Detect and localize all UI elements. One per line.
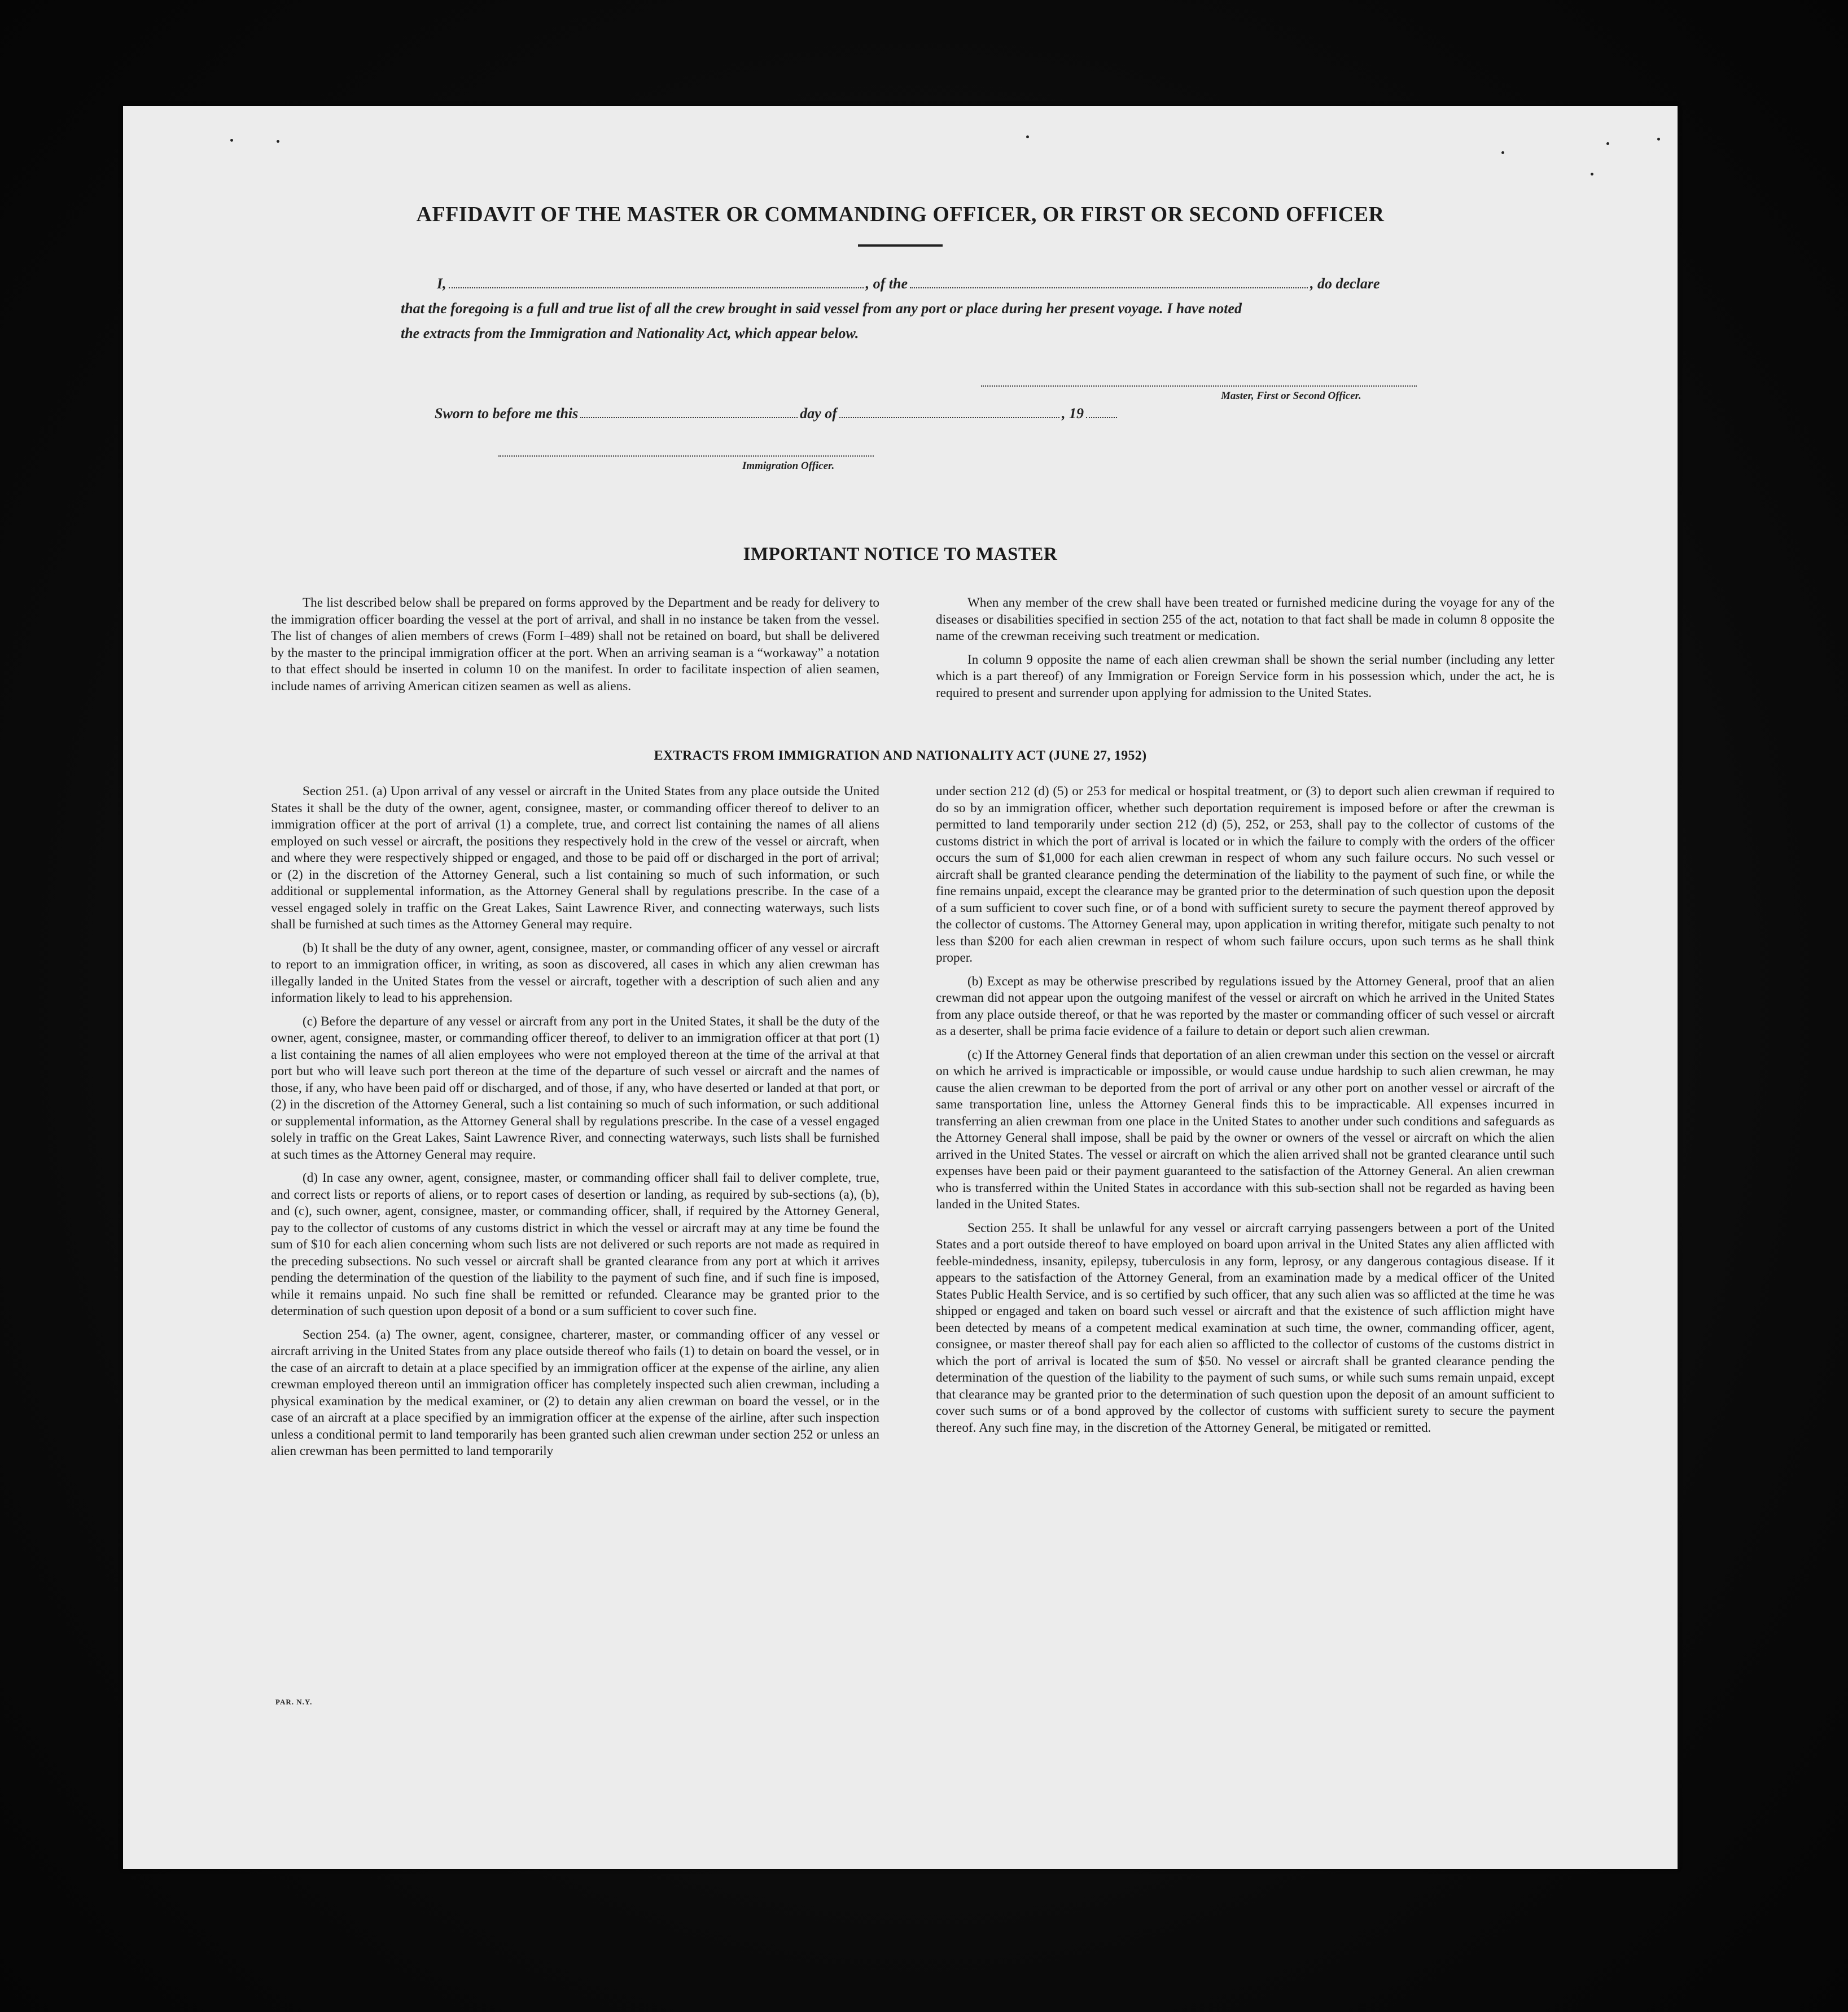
affidavit-line-3: the extracts from the Immigration and Nationality Act, which appear below. — [401, 325, 859, 341]
sworn-day-field[interactable] — [580, 417, 798, 418]
extract-paragraph: Section 254. (a) The owner, agent, consignee, charterer, master, or commanding officer of any vessel or aircraft arriving in the United States from any place outside thereof who fails (1) to detain on board the vessel, or in the case of an aircraft to detain at a place specified by an immigration officer at the expense of the airline, any alien crewman employed thereon until an immigration officer has completely inspected such alien crewman, including a physical examination by the medical examiner, or (2) to detain any alien crewman on board the vessel, or in the case of an aircraft at a place specified by an immigration officer at the expense of the airline, after such inspection unless a conditional permit to land temporarily has been granted such alien crewman under section 252 or unless an alien crewman has been permitted to land temporarily — [271, 1327, 879, 1458]
extract-paragraph: (b) It shall be the duty of any owner, agent, consignee, master, or commanding officer of any vessel or aircraft to report to an immigration officer, in writing, as soon as discovered, all cases in which any alien crewman has illegally landed in the United States from the vessel or aircraft, together with a description of such alien and any information likely to lead to his apprehension. — [271, 940, 879, 1005]
affidavit-line-1 — [437, 275, 1380, 292]
immigration-officer-signature-line[interactable] — [498, 455, 874, 457]
document-page — [123, 106, 1678, 1869]
scan-speck — [1026, 135, 1029, 138]
vessel-name-field[interactable] — [910, 287, 1308, 288]
master-signature-line[interactable] — [981, 385, 1417, 387]
notice-left-column — [271, 595, 879, 702]
day-of-text: day of — [800, 405, 837, 422]
scan-speck — [1591, 173, 1593, 176]
affidavit-title: AFFIDAVIT OF THE MASTER OR COMMANDING OFFICER, OR FIRST OR SECOND OFFICER — [416, 203, 1385, 226]
notice-right-paragraph-1: When any member of the crew shall have been treated or furnished medicine during the voyage for any of the diseases or disabilities specified in section 255 of the act, notation to that fact shall be made in column 8 opposite the name of the crewman receiving such treatment or medication. — [936, 595, 1554, 643]
extract-paragraph: (c) Before the departure of any vessel or aircraft from any port in the United States, it shall be the duty of the owner, agent, consignee, master, or commanding officer thereof, to deliver to an immigration officer at that port (1) a list containing the names of all alien employees who were not employed thereon at the time of the arrival at that port but who will leave such port thereon at the time of the departure of such vessel or aircraft and the names of those, if any, who have been paid off or discharged, and of those, if any, who have deserted or landed at that port, or (2) in the discretion of the Attorney General, such a list containing so much of such information, or such additional or supplemental information, as the Attorney General shall by regulations prescribe. In the case of a vessel engaged solely in traffic on the Great Lakes, Saint Lawrence River, and connecting waterways, such lists shall be furnished at such times as the Attorney General may require. — [271, 1014, 879, 1162]
title-rule — [858, 244, 943, 247]
immigration-officer-caption: Immigration Officer. — [742, 460, 835, 472]
of-the-text: , of the — [865, 275, 908, 292]
extracts-right-column — [936, 783, 1554, 1443]
sworn-year-field[interactable] — [1086, 417, 1117, 418]
extract-paragraph: (d) In case any owner, agent, consignee, master, or commanding officer shall fail to deliver complete, true, and correct lists or reports of aliens, or to report cases of desertion or landing, as required by sub-sections (a), (b), and (c), such owner, agent, consignee, master, or commanding officer, shall, if required by the Attorney General, pay to the collector of customs of any customs district in which the vessel or aircraft may at any time be found the sum of $10 for each alien concerning whom such lists are not delivered or such reports are not made as required in the preceding subsections. No such vessel or aircraft shall be granted clearance from any port at which it arrives pending the determination of the question of the liability to the payment of such fine, and if such fine is imposed, while it remains unpaid. No such fine shall be remitted or refunded. Clearance may be granted prior to the determination of such question upon deposit of a bond or a sum sufficient to cover such fine. — [271, 1171, 879, 1318]
extract-paragraph: Section 255. It shall be unlawful for any vessel or aircraft carrying passengers between a port of the United States and a port outside thereof to have employed on board upon arrival in the United States any alien afflicted with feeble-mindedness, insanity, epilepsy, tuberculosis in any form, leprosy, or any dangerous contagious disease. If it appears to the satisfaction of the Attorney General, from an examination made by a medical officer of the United States Public Health Service, and is so certified by such officer, that any such alien was so afflicted at the time he was shipped or engaged and taken on board such vessel or aircraft and that the existence of such affliction might have been detected by means of a competent medical examination at such time, the owner, commanding officer, agent, consignee, or master thereof shall pay for each alien so afflicted to the collector of customs of the customs district in which the port of arrival is located the sum of $50. No vessel or aircraft shall be granted clearance pending the determination of the question of the liability to the payment of such sums, or while such sums remain unpaid, except that clearance may be granted prior to the determination of such question upon the deposit of an amount sufficient to cover such sums or of a bond approved by the collector of customs with sufficient surety to secure the payment thereof. Any such fine may, in the discretion of the Attorney General, be mitigated or remitted. — [936, 1220, 1554, 1435]
printer-mark: PAR. N.Y. — [275, 1698, 313, 1706]
extract-paragraph: (b) Except as may be otherwise prescribed by regulations issued by the Attorney General, proof that an alien crewman did not appear upon the outgoing manifest of the vessel or aircraft on which he arrived in the United States from any place outside thereof, or that he was reported by the master or commanding officer of such vessel or aircraft as a deserter, shall be prima facie evidence of a failure to detain or deport such alien crewman. — [936, 974, 1554, 1038]
scan-speck — [230, 139, 233, 142]
affidavit-line-2: that the foregoing is a full and true list of all the crew brought in said vessel from any port or place during her present voyage. I have noted — [401, 300, 1242, 317]
scan-speck — [1657, 138, 1660, 141]
scan-speck — [1606, 142, 1609, 145]
sworn-month-field[interactable] — [839, 417, 1059, 418]
extracts-left-column — [271, 783, 879, 1467]
extract-paragraph: (c) If the Attorney General finds that deportation of an alien crewman under this section on the vessel or aircraft on which he arrived is impracticable or impossible, or would cause undue hardship to such alien crewman, he may cause the alien crewman to be deported from the port of arrival or any other port on another vessel or aircraft of the same transportation line, unless the Attorney General finds this to be impracticable. All expenses incurred in transferring an alien crewman from one place in the United States to another under such conditions and safeguards as the Attorney General shall impose, shall be paid by the owner or owners of the vessel or aircraft on which the alien arrived in the United States. The vessel or aircraft on which the alien arrived shall not be granted clearance until such expenses have been paid or their payment guaranteed to the satisfaction of the Attorney General. An alien crewman who is transferred within the United States in accordance with this sub-section shall not be regarded as having been landed in the United States. — [936, 1047, 1554, 1212]
do-declare-text: , do declare — [1310, 275, 1380, 292]
extract-paragraph: under section 212 (d) (5) or 253 for medical or hospital treatment, or (3) to deport such alien crewman if required to do so by an immigration officer, whether such deportation requirement is imposed before or after the crewman is permitted to land temporarily under section 212 (d) (5), 252, or 253, shall pay to the collector of customs of the customs district in which the port of arrival is located or in which the failure to comply with the orders of the officer occurs the sum of $1,000 for each alien crewman in respect of whom any such failure occurs. No such vessel or aircraft shall be granted clearance pending the determination of the liability to the payment of such fine, or while the fine remains unpaid, except the clearance may be granted prior to the determination of such question upon the deposit of a sum sufficient to cover such fine, or of a bond with sufficient surety to secure the payment thereof approved by the collector of customs. The Attorney General may, upon application in writing therefor, mitigate such penalty to not less than $200 for each alien crewman in respect of whom such failure occurs, upon such terms as he shall think proper. — [936, 784, 1554, 965]
i-prefix: I, — [437, 275, 446, 292]
notice-title: IMPORTANT NOTICE TO MASTER — [743, 544, 1058, 564]
scan-speck — [1501, 151, 1504, 154]
extract-paragraph: Section 251. (a) Upon arrival of any vessel or aircraft in the United States from any place outside the United States it shall be the duty of the owner, agent, consignee, master, or commanding officer thereof to deliver to an immigration officer at the port of arrival (1) a complete, true, and correct list containing the names of all aliens employed on such vessel or aircraft, the positions they respectively hold in the crew of the vessel or aircraft, when and where they were respectively shipped or engaged, and those to be paid off or discharged in the port of arrival; or (2) in the discretion of the Attorney General, such a list containing so much of such information, or such additional or supplemental information, as the Attorney General shall by regulations prescribe. In the case of a vessel engaged solely in traffic on the Great Lakes, Saint Lawrence River, and connecting waterways, such lists shall be furnished at such times as the Attorney General may require. — [271, 784, 879, 932]
sworn-line — [435, 405, 1119, 422]
extracts-title: EXTRACTS FROM IMMIGRATION AND NATIONALITY ACT (JUNE 27, 1952) — [654, 748, 1147, 763]
master-signature-caption: Master, First or Second Officer. — [1221, 390, 1361, 402]
sworn-prefix: Sworn to before me this — [435, 405, 579, 422]
notice-right-column — [936, 595, 1554, 708]
master-name-field[interactable] — [449, 287, 864, 288]
notice-right-paragraph-2: In column 9 opposite the name of each alien crewman shall be shown the serial number (including any letter which is a part thereof) of any Immigration or Foreign Service form in his possession which, under the act, he is required to present and surrender upon applying for admission to the United States. — [936, 652, 1554, 700]
scan-speck — [277, 140, 279, 143]
year-prefix: , 19 — [1061, 405, 1084, 422]
notice-left-paragraph: The list described below shall be prepared on forms approved by the Department and be ready for delivery to the immigration officer boarding the vessel at the port of arrival, and shall in no instance be taken from the vessel. The list of changes of alien members of crews (Form I–489) shall not be retained on board, but shall be delivered by the master to the principal immigration officer at the port. When an arriving seaman is a “workaway” a notation to that effect should be inserted in column 10 on the manifest. In order to facilitate inspection of alien seamen, include names of arriving American citizen seamen as well as aliens. — [271, 595, 879, 694]
